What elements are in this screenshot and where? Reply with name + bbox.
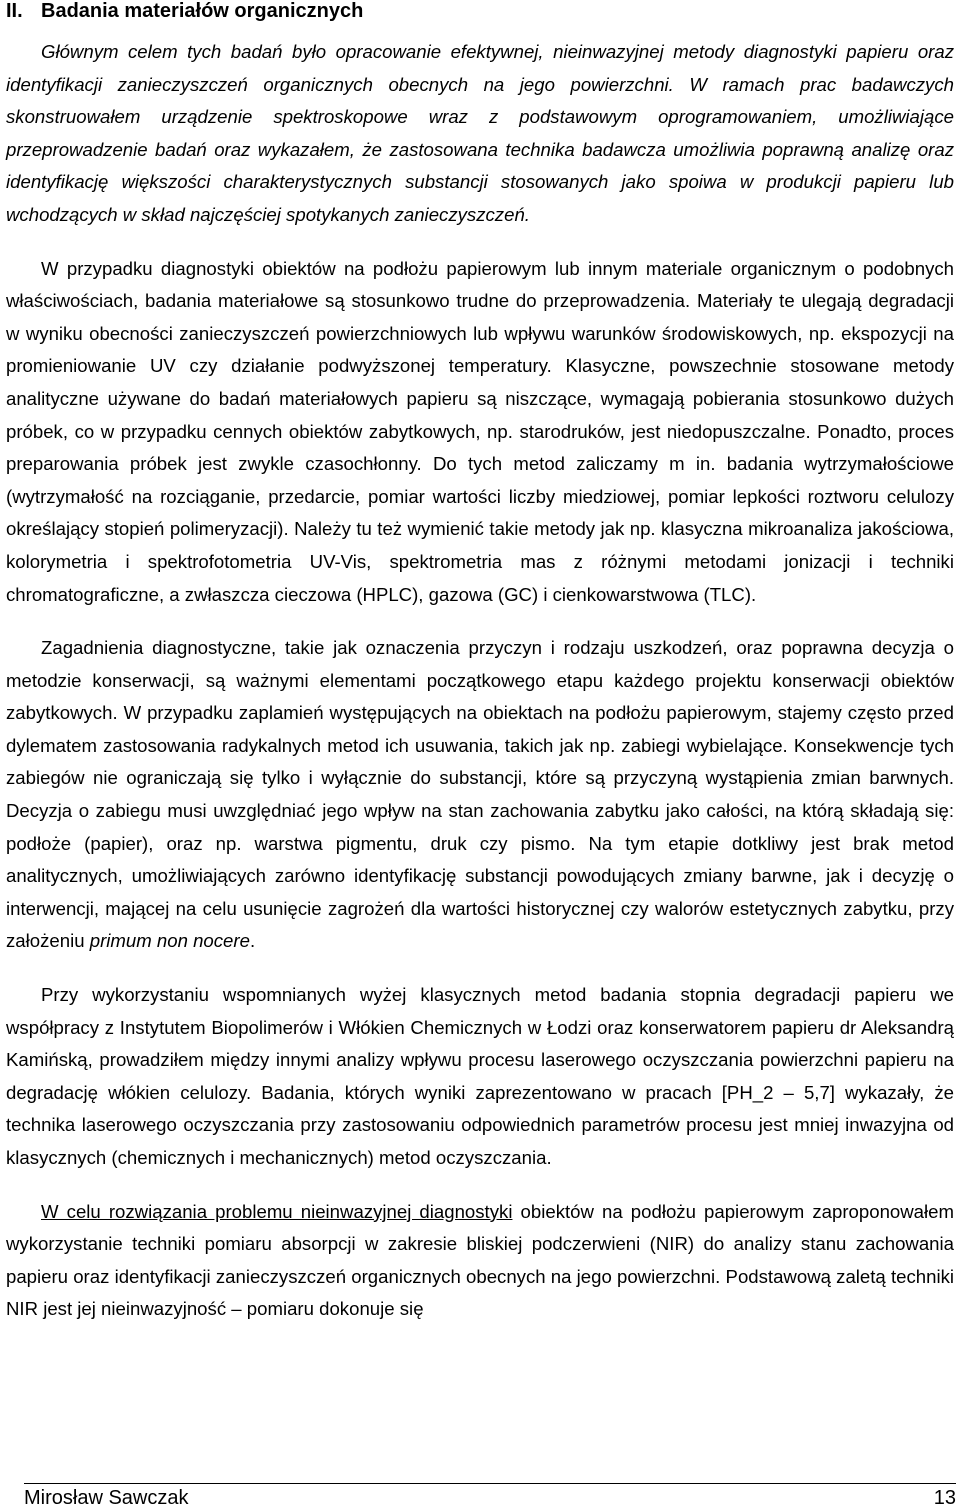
page-number: 13: [933, 1487, 956, 1509]
paragraph-4: Przy wykorzystaniu wspomnianych wyżej klasycznych metod badania stopnia degradacji papieru we współpracy z Instytutem Biopolimerów i Włókien Chemicznych w Łodzi oraz konserwatorem papieru dr Aleksandrą Kamińską, prowadziłem między innymi analizy wpływu procesu laserowego oczyszczania powierzchni papieru na degradację włókien celulozy. Badania, których wyniki zaprezentowano w pracach [PH_2 – 5,7] wykazały, że technika laserowego oczyszczania przy zastosowaniu odpowiednich parametrów procesu jest mniej inwazyjna od klasycznych (chemicznych i mechanicznych) metod oczyszczania.: [6, 984, 954, 1168]
section-number: II.: [6, 0, 23, 22]
paragraph-5: [6, 1196, 954, 1326]
footer-author: Mirosław Sawczak: [24, 1487, 189, 1509]
paragraph-3-end: .: [249, 930, 256, 952]
page-footer: [24, 1483, 956, 1510]
section-heading: [6, 0, 363, 23]
paragraph-3: [6, 632, 954, 958]
section-title: Badania materiałów organicznych: [41, 0, 364, 22]
body-text: [6, 36, 954, 1326]
paragraph-5-underlined-lead: W celu rozwiązania problemu nieinwazyjnej diagnostyki: [41, 1200, 513, 1222]
paragraph-2: W przypadku diagnostyki obiektów na podłożu papierowym lub innym materiale organicznym o podobnych właściwościach, badania materiałowe są stosunkowo trudne do przeprowadzenia. Materiały te ulegają degradacji w wyniku obecności zanieczyszczeń powierzchniowych lub wpływu warunków środowiskowych, np. ekspozycji na promieniowanie UV czy działanie podwyższonej temperatury. Klasyczne, powszechnie stosowane metody analityczne używane do badań materiałowych papieru są niszczące, wymagają pobierania stosunkowo dużych próbek, co w przypadku cennych obiektów zabytkowych, np. starodruków, jest niedopuszczalne. Ponadto, proces preparowania próbek jest zwykle czasochłonny. Do tych metod zaliczamy m in. badania wytrzymałościowe (wytrzymałość na rozciąganie, przedarcie, pomiar wartości liczby miedziowej, pomiar lepkości roztworu celulozy określający stopień polimeryzacji). Należy tu też wymienić takie metody jak np. klasyczna mikroanaliza jakościowa, kolorymetria i spektrofotometria UV-Vis, spektrometria mas z różnymi metodami jonizacji i techniki chromatograficzne, a zwłaszcza cieczowa (HPLC), gazowa (GC) i cienkowarstwowa (TLC).: [6, 257, 954, 605]
paragraph-1: Głównym celem tych badań było opracowanie efektywnej, nieinwazyjnej metody diagnostyki papieru oraz identyfikacji zanieczyszczeń organicznych obecnych na jego powierzchni. W ramach prac badawczych skonstruowałem urządzenie spektroskopowe wraz z podstawowym oprogramowaniem, umożliwiające przeprowadzenie badań oraz wykazałem, że zastosowana technika badawcza umożliwia poprawną analizę oraz identyfikację większości charakterystycznych substancji stosowanych jako spoiwa w produkcji papieru lub wchodzących w skład najczęściej spotykanych zanieczyszczeń.: [6, 41, 954, 225]
paragraph-5-text: obiektów na podłożu papierowym zaproponowałem wykorzystanie techniki pomiaru absorpcji w zakresie bliskiej podczerwieni (NIR) do analizy stanu zachowania papieru oraz identyfikacji zanieczyszczeń organicznych obecnych na jego powierzchni. Podstawową zaletą techniki NIR jest jej nieinwazyjność – pomiaru dokonuje się: [6, 1200, 954, 1320]
paragraph-3-latin-phrase: primum non nocere: [89, 930, 250, 952]
paragraph-3-text: Zagadnienia diagnostyczne, takie jak oznaczenia przyczyn i rodzaju uszkodzeń, oraz poprawna decyzja o metodzie konserwacji, są ważnymi elementami początkowego etapu każdego projektu konserwacji obiektów zabytkowych. W przypadku zaplamień występujących na obiektach na podłożu papierowym, stajemy często przed dylematem zastosowania radykalnych metod ich usuwania, takich jak np. zabiegi wybielające. Konsekwencje tych zabiegów nie ograniczają się tylko i wyłącznie do substancji, które są przyczyną wystąpienia zmian barwnych. Decyzja o zabiegu musi uwzględniać jego wpływ na stan zachowania zabytku jako całości, na którą składają się: podłoże (papier), oraz np. warstwa pigmentu, druk czy pismo. Na tym etapie dotkliwy jest brak metod analitycznych, umożliwiających zarówno identyfikację substancji powodujących zmiany barwne, jak i decyzję o interwencji, mającej na celu usunięcie zagrożeń dla wartości historycznej czy walorów estetycznych zabytku, przy założeniu: [6, 637, 954, 952]
